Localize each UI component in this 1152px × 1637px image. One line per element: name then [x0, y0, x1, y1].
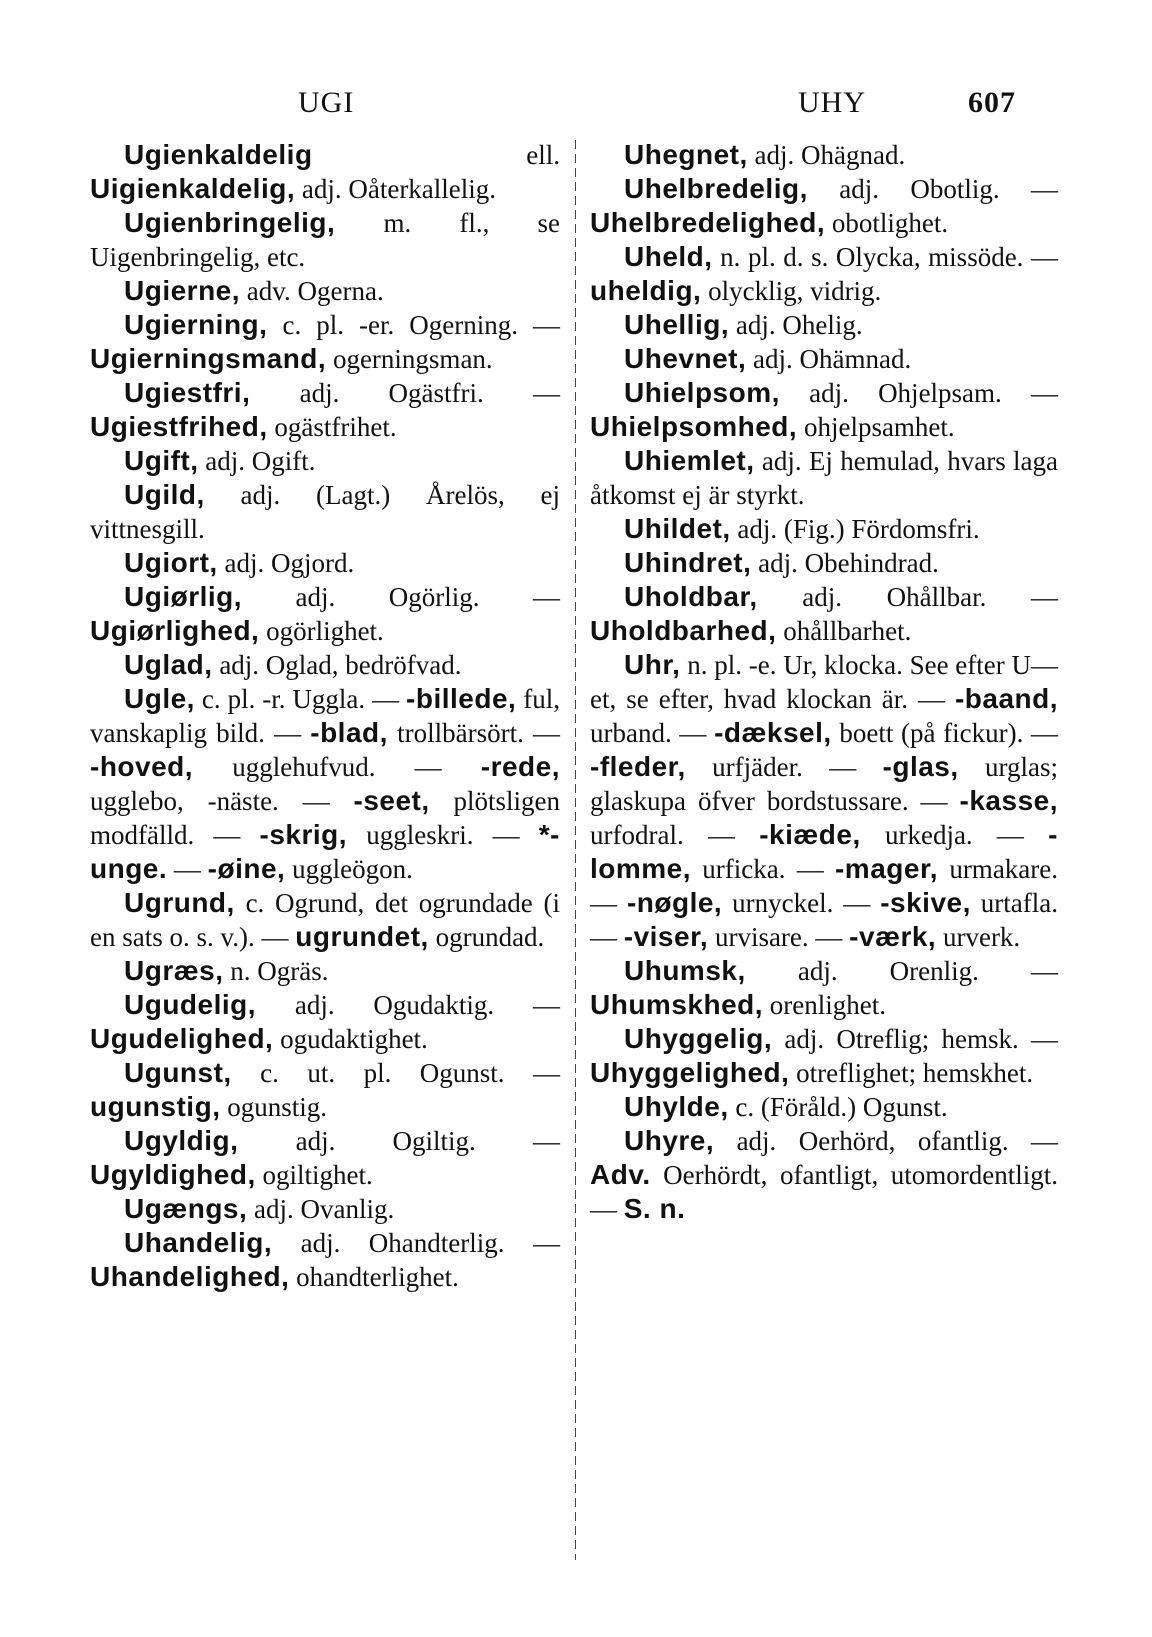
- definition: ogörlighet.: [259, 616, 384, 646]
- dictionary-entry: [590, 172, 1058, 240]
- dictionary-entry: [90, 954, 560, 988]
- definition: adj. (Lagt.) Årelös, ej vittnesgill.: [90, 480, 560, 544]
- headword: Uhegnet,: [624, 139, 748, 170]
- headword: Ugiørlig,: [124, 581, 243, 612]
- definition: c. pl. -r. Uggla. —: [194, 684, 407, 714]
- headword: -glas,: [882, 751, 959, 782]
- headword: Ugle,: [124, 683, 195, 714]
- definition: n. pl. d. s. Olycka, missöde. —: [712, 242, 1058, 272]
- dictionary-entry: [90, 988, 560, 1056]
- definition: urfodral. —: [590, 820, 760, 850]
- headword: -kasse,: [959, 785, 1058, 816]
- headword: Adv.: [590, 1159, 651, 1190]
- definition: m. fl., se Uigenbringelig, etc.: [90, 208, 560, 272]
- dictionary-entry: [590, 512, 1058, 546]
- headword: Uhildet,: [624, 513, 731, 544]
- dictionary-entry: [90, 1056, 560, 1124]
- headword: -dæksel,: [714, 717, 832, 748]
- definition: adj. Ogudaktig. —: [256, 990, 560, 1020]
- headword: Uhr,: [624, 649, 681, 680]
- headword: Ugudelighed,: [90, 1023, 274, 1054]
- definition: otreflighet; hemskhet.: [789, 1058, 1034, 1088]
- dictionary-entry: [590, 1090, 1058, 1124]
- left-column: [90, 138, 560, 1294]
- definition: urglas; glaskupa öfver bordstussare. —: [590, 752, 1059, 816]
- dictionary-entry: [90, 478, 560, 546]
- headword: -seet,: [353, 785, 430, 816]
- dictionary-entry: [590, 648, 1058, 954]
- headword: Uhielpsom,: [624, 377, 780, 408]
- definition: urmakare. —: [590, 854, 1059, 918]
- headword: Ugiestfrihed,: [90, 411, 268, 442]
- definition: adj. Ohandterlig. —: [272, 1228, 560, 1258]
- dictionary-entry: [90, 682, 560, 886]
- headword: Ugierningsmand,: [90, 343, 327, 374]
- definition: ohållbarhet.: [776, 616, 912, 646]
- definition: ogerningsman.: [326, 344, 493, 374]
- definition: ogunstig.: [220, 1092, 327, 1122]
- right-column: [590, 138, 1058, 1226]
- headword: Uhevnet,: [624, 343, 747, 374]
- dictionary-entry: [90, 886, 560, 954]
- definition: adj. Ovanlig.: [247, 1194, 395, 1224]
- dictionary-entry: [90, 1226, 560, 1294]
- headword: Ugienbringelig,: [124, 207, 336, 238]
- headword: Ugængs,: [124, 1193, 248, 1224]
- definition: urnyckel. —: [722, 888, 881, 918]
- definition: ogiltighet.: [255, 1160, 373, 1190]
- headword: Ugierne,: [124, 275, 241, 306]
- headword: S. n.: [623, 1193, 686, 1224]
- definition: urfjäder. —: [685, 752, 883, 782]
- dictionary-entry: [590, 376, 1058, 444]
- headword: -billede,: [406, 683, 517, 714]
- headword: Uhielpsomhed,: [590, 411, 798, 442]
- headword: Ugild,: [124, 479, 205, 510]
- definition: ugglehufvud. —: [193, 752, 481, 782]
- headword: -skive,: [880, 887, 971, 918]
- definition: n. pl. -e. Ur, klocka. See efter U—et, se efter, hvad klockan är. —: [590, 650, 1059, 714]
- headword: Uigienkaldelig,: [90, 173, 296, 204]
- dictionary-entry: [590, 138, 1058, 172]
- headword: *-unge.: [90, 819, 560, 884]
- dictionary-entry: [90, 206, 560, 274]
- headword: Uhyggelighed,: [590, 1057, 790, 1088]
- definition: urficka. —: [691, 854, 835, 884]
- definition: ohandterlighet.: [289, 1262, 459, 1292]
- headword: Ugiørlighed,: [90, 615, 260, 646]
- headword: Uhelbredelighed,: [590, 207, 826, 238]
- definition: ell.: [312, 140, 560, 170]
- definition: urband. —: [590, 718, 715, 748]
- dictionary-entry: [590, 342, 1058, 376]
- headword: -baand,: [954, 683, 1058, 714]
- dictionary-entry: [90, 648, 560, 682]
- headword: uheldig,: [590, 275, 702, 306]
- running-head-right: UHY: [798, 86, 866, 119]
- definition: adj. Ohägnad.: [747, 140, 906, 170]
- definition: trollbärsört. —: [387, 718, 560, 748]
- headword: Uhyggelig,: [624, 1023, 773, 1054]
- dictionary-entry: [90, 580, 560, 648]
- headword: Uheld,: [624, 241, 713, 272]
- headword: -lomme,: [590, 819, 1058, 884]
- definition: c. Ogrund, det ogrundade (i en sats o. s. v.). —: [90, 888, 560, 952]
- headword: ugunstig,: [90, 1091, 221, 1122]
- definition: adj. Ogörlig. —: [242, 582, 560, 612]
- definition: plötsligen modfälld. —: [90, 786, 561, 850]
- definition: adj. Ogjord.: [217, 548, 355, 578]
- headword: -nøgle,: [626, 887, 723, 918]
- headword: Uhelbredelig,: [624, 173, 808, 204]
- headword: -viser,: [623, 921, 709, 952]
- definition: adv. Ogerna.: [240, 276, 384, 306]
- definition: adj. Otreflig; hemsk. —: [772, 1024, 1058, 1054]
- headword: Ugyldig,: [124, 1125, 239, 1156]
- definition: c. ut. pl. Ogunst. —: [231, 1058, 560, 1088]
- definition: adj. Ohämnad.: [746, 344, 912, 374]
- headword: Uholdbarhed,: [590, 615, 777, 646]
- definition: obotlighet.: [825, 208, 949, 238]
- definition: ogrundad.: [428, 922, 545, 952]
- definition: adj. Oåterkallelig.: [295, 174, 497, 204]
- definition: adj. Ohelig.: [729, 310, 863, 340]
- headword: -hoved,: [90, 751, 194, 782]
- headword: -værk,: [849, 921, 937, 952]
- dictionary-entry: [590, 954, 1058, 1022]
- definition: adj. Orenlig. —: [745, 956, 1058, 986]
- headword: Uglad,: [124, 649, 213, 680]
- dictionary-entry: [590, 546, 1058, 580]
- headword: Ugyldighed,: [90, 1159, 256, 1190]
- headword: Uhindret,: [624, 547, 752, 578]
- headword: -blad,: [310, 717, 388, 748]
- dictionary-entry: [90, 1124, 560, 1192]
- headword: -fleder,: [590, 751, 686, 782]
- dictionary-entry: [90, 546, 560, 580]
- definition: adj. Ohållbar. —: [757, 582, 1058, 612]
- headword: -kiæde,: [759, 819, 861, 850]
- definition: c. pl. -er. Ogerning. —: [267, 310, 560, 340]
- definition: Oerhördt, ofantligt, utomordentligt. —: [590, 1160, 1058, 1224]
- definition: ogudaktighet.: [273, 1024, 428, 1054]
- dictionary-entry: [590, 240, 1058, 308]
- headword: Uhylde,: [624, 1091, 729, 1122]
- headword: Uhandelighed,: [90, 1261, 290, 1292]
- headword: Ugienkaldelig: [124, 139, 313, 170]
- definition: olycklig, vidrig.: [701, 276, 882, 306]
- headword: Ugiort,: [124, 547, 218, 578]
- headword: Uhiemlet,: [624, 445, 755, 476]
- page-number: 607: [968, 86, 1016, 119]
- definition: adj. Ogiltig. —: [238, 1126, 560, 1156]
- column-divider: [575, 140, 576, 1560]
- headword: Ugudelig,: [124, 989, 257, 1020]
- definition: uggleskri. —: [347, 820, 539, 850]
- headword: Uholdbar,: [624, 581, 758, 612]
- definition: uggleögon.: [285, 854, 413, 884]
- dictionary-entry: [90, 444, 560, 478]
- dictionary-entry: [590, 308, 1058, 342]
- running-head-left: UGI: [298, 86, 355, 119]
- definition: —: [167, 854, 208, 884]
- definition: adj. Ogift.: [198, 446, 316, 476]
- dictionary-entry: [590, 1124, 1058, 1226]
- headword: ugrundet,: [295, 921, 429, 952]
- dictionary-entry: [90, 308, 560, 376]
- definition: adj. Oerhörd, ofantlig. —: [714, 1126, 1058, 1156]
- headword: Ugiestfri,: [124, 377, 251, 408]
- headword: Ugift,: [124, 445, 199, 476]
- definition: adj. Ogästfri. —: [250, 378, 560, 408]
- definition: adj. Oglad, bedröfvad.: [212, 650, 462, 680]
- dictionary-entry: [90, 274, 560, 308]
- definition: urtafla. —: [590, 888, 1059, 952]
- headword: Uhumskhed,: [590, 989, 764, 1020]
- dictionary-entry: [590, 444, 1058, 512]
- headword: Ugrund,: [124, 887, 235, 918]
- definition: urkedja. —: [860, 820, 1049, 850]
- headword: Uhandelig,: [124, 1227, 273, 1258]
- definition: ugglebo, -näste. —: [90, 786, 354, 816]
- definition: urvisare. —: [708, 922, 850, 952]
- definition: adj. Obotlig. —: [807, 174, 1058, 204]
- definition: ohjelpsamhet.: [797, 412, 955, 442]
- definition: adj. (Fig.) Fördomsfri.: [730, 514, 980, 544]
- headword: -rede,: [480, 751, 560, 782]
- definition: urverk.: [936, 922, 1021, 952]
- headword: Ugunst,: [124, 1057, 232, 1088]
- headword: -mager,: [834, 853, 939, 884]
- definition: ful, vanskaplig bild. —: [90, 684, 560, 748]
- headword: Uhyre,: [624, 1125, 715, 1156]
- dictionary-entry: [590, 580, 1058, 648]
- definition: adj. Ej hemulad, hvars laga åtkomst ej är styrkt.: [590, 446, 1058, 510]
- definition: c. (Föråld.) Ogunst.: [728, 1092, 948, 1122]
- definition: adj. Ohjelpsam. —: [779, 378, 1058, 408]
- headword: Ugierning,: [124, 309, 268, 340]
- dictionary-entry: [90, 376, 560, 444]
- dictionary-entry: [90, 138, 560, 206]
- dictionary-entry: [90, 1192, 560, 1226]
- definition: boett (på fickur). —: [831, 718, 1058, 748]
- definition: ogästfrihet.: [267, 412, 397, 442]
- headword: Uhellig,: [624, 309, 730, 340]
- definition: adj. Obehindrad.: [751, 548, 939, 578]
- headword: Uhumsk,: [624, 955, 746, 986]
- headword: -øine,: [207, 853, 286, 884]
- headword: Ugræs,: [124, 955, 224, 986]
- headword: -skrig,: [259, 819, 348, 850]
- dictionary-entry: [590, 1022, 1058, 1090]
- definition: n. Ogräs.: [223, 956, 329, 986]
- definition: orenlighet.: [763, 990, 886, 1020]
